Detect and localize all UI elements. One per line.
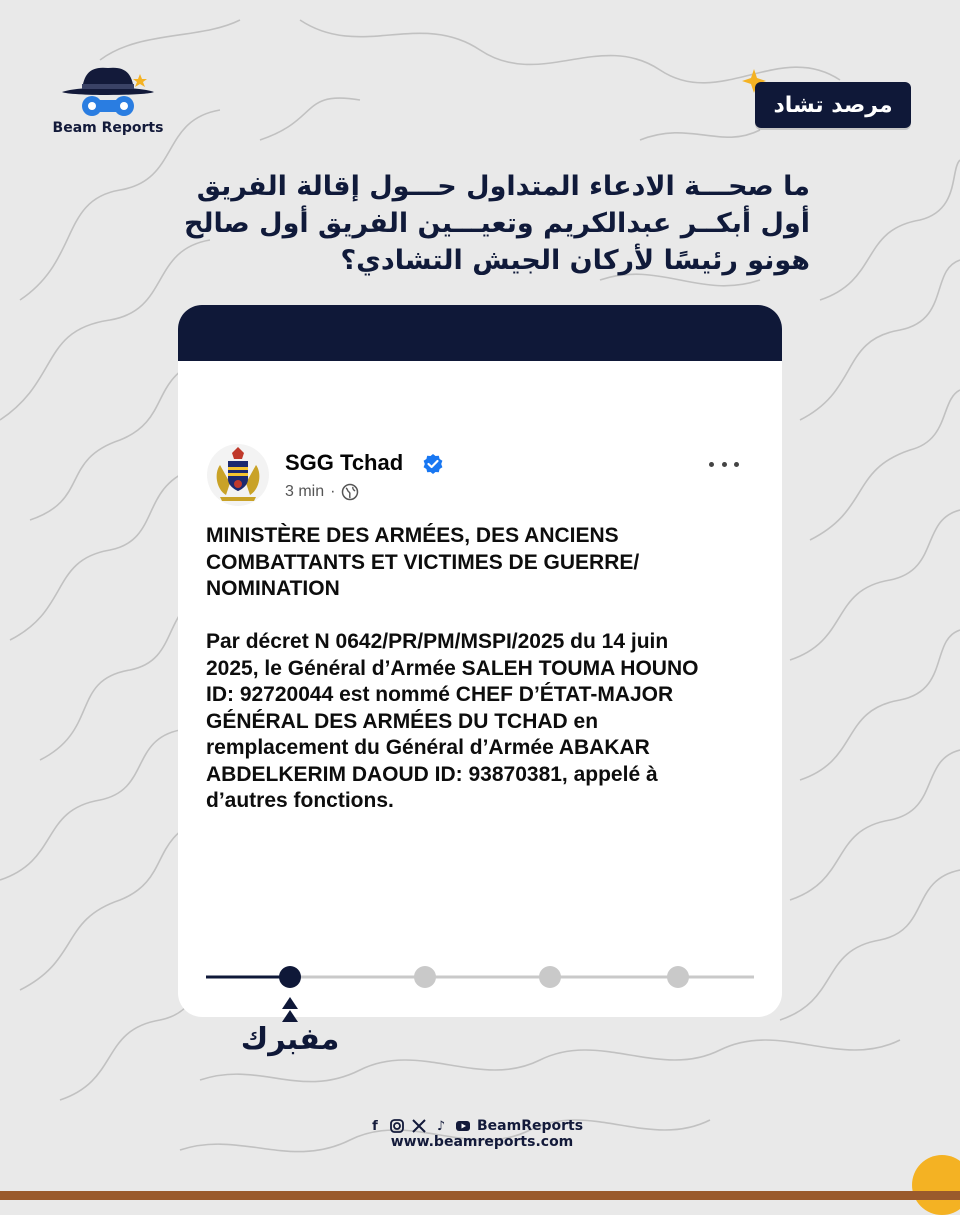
post-text — [206, 523, 780, 815]
post-line: ID: 92720044 est nommé CHEF D’ÉTAT-MAJOR — [206, 683, 674, 706]
post-line: d’autres fonctions. — [206, 789, 394, 812]
social-handle: BeamReports — [477, 1118, 584, 1134]
headline-line: هونو رئيسًا لأركان الجيش التشادي؟ — [340, 245, 810, 276]
instagram-icon[interactable] — [389, 1118, 405, 1134]
tiktok-icon[interactable]: ♪ — [436, 1118, 446, 1134]
x-icon[interactable] — [411, 1118, 427, 1134]
scale-dot — [539, 966, 561, 988]
post-line: remplacement du Général d’Armée ABAKAR — [206, 736, 650, 759]
category-tag: مرصد تشاد — [755, 82, 911, 128]
coat-of-arms-avatar[interactable] — [206, 443, 270, 507]
post-line: GÉNÉRAL DES ARMÉES DU TCHAD en — [206, 709, 599, 733]
corner-decoration — [912, 1155, 960, 1215]
more-options-icon[interactable] — [709, 459, 739, 469]
website-url[interactable]: www.beamreports.com — [390, 1134, 574, 1150]
page-name[interactable]: SGG Tchad — [285, 450, 404, 475]
pointer-arrow-icon — [279, 997, 301, 1025]
globe-icon — [341, 483, 359, 501]
headline-line: ما صحـــة الادعاء المتداول حـــول إقالة الفريق — [196, 171, 810, 202]
post-card — [178, 305, 782, 1017]
facebook-icon[interactable]: f — [372, 1118, 378, 1134]
post-time[interactable]: 3 min — [285, 483, 325, 500]
card-header — [178, 305, 782, 361]
post-meta — [285, 483, 359, 501]
scale-dot-active — [279, 966, 301, 988]
headline — [150, 168, 810, 279]
post-line: Par décret N 0642/PR/PM/MSPI/2025 du 14 juin — [206, 630, 669, 653]
post-line: COMBATTANTS ET VICTIMES DE GUERRE/ — [206, 550, 640, 574]
scale-dot — [667, 966, 689, 988]
post-line: 2025, le Général d’Armée SALEH TOUMA HOUNO — [206, 656, 699, 680]
post-line: MINISTÈRE DES ARMÉES, DES ANCIENS — [206, 524, 619, 547]
youtube-icon[interactable] — [455, 1118, 471, 1134]
headline-line: أول أبكــر عبدالكريم وتعيـــين الفريق أول صالح — [183, 208, 810, 239]
bottom-bar — [0, 1191, 960, 1200]
verified-badge-icon — [422, 453, 444, 475]
rating-scale — [178, 961, 782, 1001]
logo-text: Beam Reports — [52, 120, 164, 136]
post-line: NOMINATION — [206, 577, 340, 600]
post-line: ABDELKERIM DAOUD ID: 93870381, appelé à — [206, 762, 658, 786]
scale-dot — [414, 966, 436, 988]
verdict-label: مفبرك — [240, 1022, 340, 1057]
post-paragraph — [206, 629, 780, 815]
meta-separator: · — [330, 483, 336, 500]
post-paragraph — [206, 523, 780, 603]
